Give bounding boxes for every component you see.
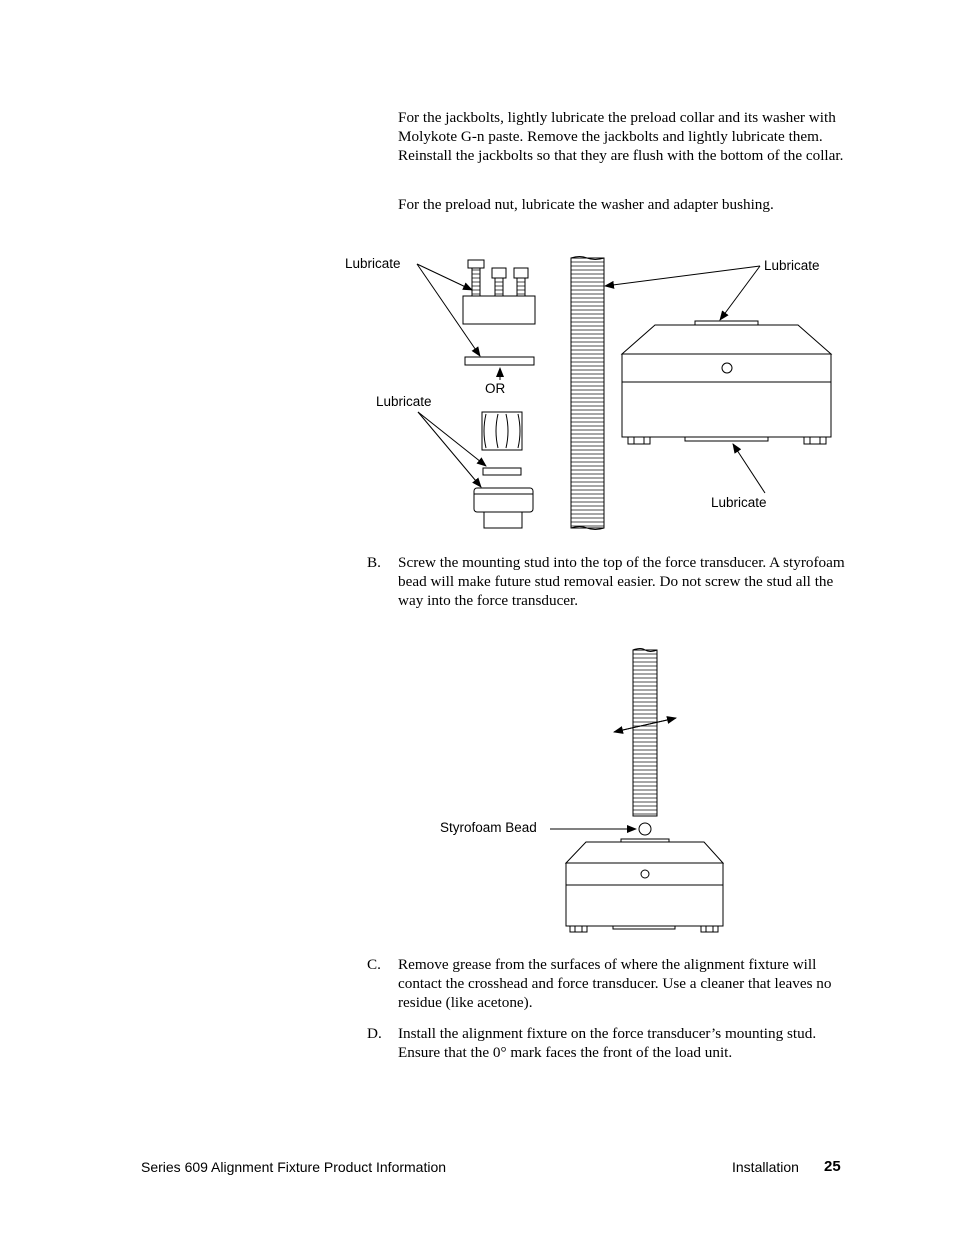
force-transducer-small — [566, 839, 723, 932]
label-styrofoam-bead: Styrofoam Bead — [440, 820, 537, 835]
label-or: OR — [485, 381, 506, 396]
arrow-lubricate-bushing — [418, 412, 481, 487]
label-lubricate-transducer: Lubricate — [711, 495, 767, 510]
arrow-lubricate-bottom-surface — [733, 444, 765, 493]
footer-page-number: 25 — [824, 1158, 841, 1175]
preload-nut — [482, 412, 522, 450]
mounting-stud — [633, 650, 657, 816]
force-transducer — [622, 321, 831, 444]
step-b-letter: B. — [367, 554, 381, 571]
step-c-letter: C. — [367, 956, 381, 973]
arrow-lubricate-top-surface — [720, 266, 760, 320]
arrow-lubricate-stud — [605, 266, 760, 286]
footer-document-title: Series 609 Alignment Fixture Product Information — [141, 1159, 447, 1175]
jackbolt-collar-assembly — [463, 260, 535, 324]
arrow-lubricate-collar-washer — [417, 264, 480, 356]
arrow-lubricate-jackbolts — [417, 264, 472, 290]
adapter-bushing — [474, 488, 533, 528]
nut-washer — [483, 468, 521, 475]
step-c-text: Remove grease from the surfaces of where the alignment fixture will contact the crosshead and force transducer. Use a cleaner that leaves no residue (like acetone). — [398, 956, 832, 1011]
step-d-letter: D. — [367, 1025, 382, 1042]
label-lubricate-stud: Lubricate — [764, 258, 820, 273]
threaded-stud — [571, 258, 604, 528]
intro-paragraph-jackbolts: For the jackbolts, lightly lubricate the preload collar and its washer with Molykote G-n paste. Remove the jackbolts and lightly lubricate them. Reinstall the jackbolts so that they are flush with the bottom of the collar. — [398, 109, 844, 164]
stud-installation-diagram — [550, 649, 723, 933]
footer-section: Installation — [732, 1159, 799, 1175]
styrofoam-bead — [639, 823, 651, 835]
step-b-text: Screw the mounting stud into the top of the force transducer. A styrofoam bead will make future stud removal easier. Do not screw the stud all the way into the force transducer. — [398, 554, 845, 609]
intro-paragraph-preload-nut: For the preload nut, lubricate the washer and adapter bushing. — [398, 196, 774, 213]
label-lubricate-jackbolts: Lubricate — [345, 256, 401, 271]
collar-washer — [465, 357, 534, 365]
step-d-text: Install the alignment fixture on the force transducer’s mounting stud. Ensure that the 0° mark faces the front of the load unit. — [398, 1025, 817, 1061]
arrow-lubricate-nut-washer — [418, 412, 486, 466]
label-lubricate-nut: Lubricate — [376, 394, 432, 409]
